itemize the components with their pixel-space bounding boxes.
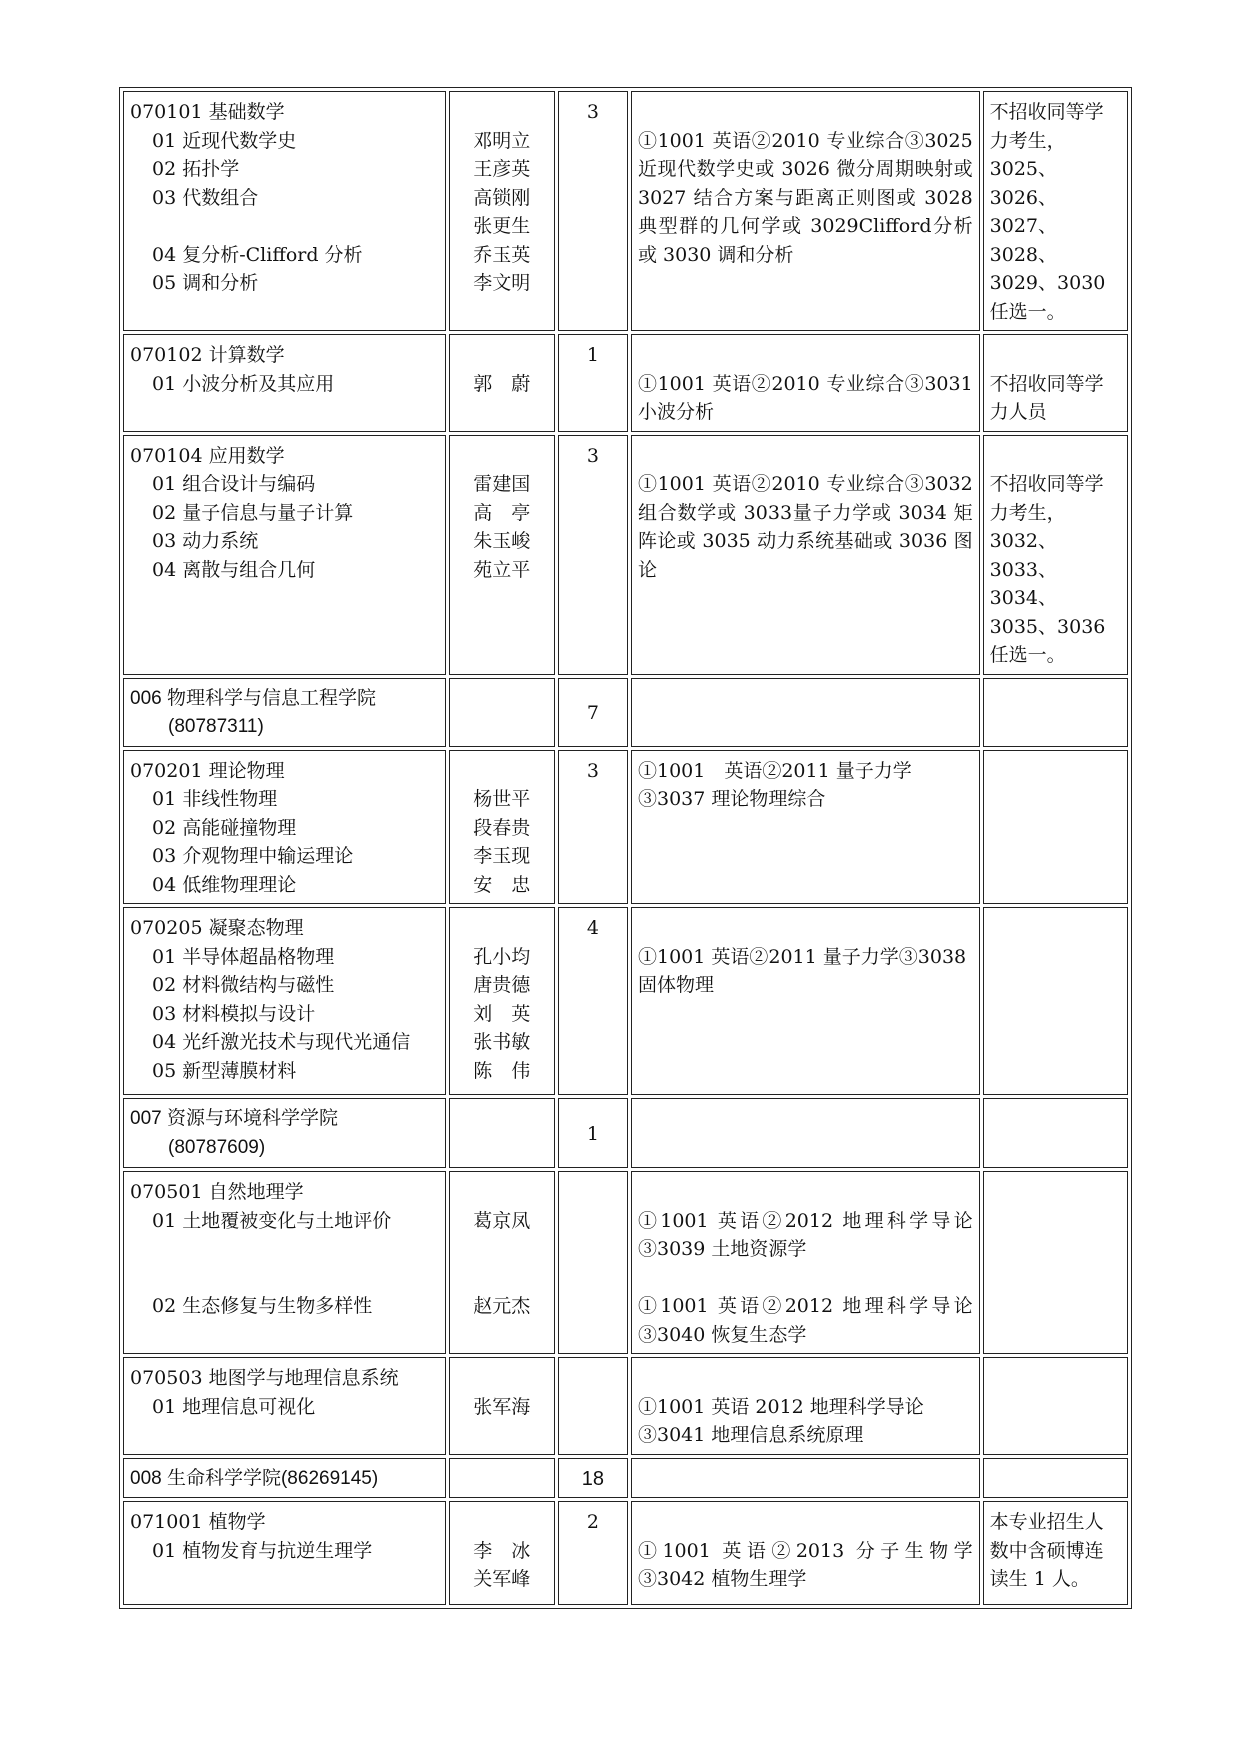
note-text: 本专业招生人数中含硕博连读生 1 人。 xyxy=(989,1511,1104,1590)
note-cell xyxy=(983,1458,1128,1499)
major-cell xyxy=(123,750,446,905)
exam-cell xyxy=(631,1458,980,1499)
quota-cell xyxy=(558,91,628,331)
supervisor-name: 杨世平 xyxy=(473,788,531,810)
direction-item: 02 生态修复与生物多样性 xyxy=(152,1295,373,1317)
quota-cell xyxy=(558,750,628,905)
quota-value: 4 xyxy=(586,917,599,939)
major-code: 070201 理论物理 xyxy=(130,759,285,782)
supervisor-cell xyxy=(449,435,555,675)
quota-value: 7 xyxy=(586,701,599,724)
direction-item: 05 新型薄膜材料 xyxy=(152,1059,297,1082)
table-row xyxy=(123,907,1128,1095)
quota-cell xyxy=(558,435,628,675)
note-cell xyxy=(983,1098,1128,1168)
department-name: 006 物理科学与信息工程学院 xyxy=(130,687,376,709)
direction-item: 03 介观物理中输运理论 xyxy=(152,845,354,867)
direction-item: 02 材料微结构与磁性 xyxy=(152,974,335,996)
table-row xyxy=(123,1171,1128,1354)
department-phone: (80787609) xyxy=(168,1136,266,1158)
department-phone: (80787311) xyxy=(168,716,264,737)
direction-item: 02 量子信息与量子计算 xyxy=(152,501,354,524)
exam-subjects: ①1001 英语②2013 分子生物学③3042 植物生理学 xyxy=(637,1539,973,1590)
direction-item: 04 复分析-Clifford 分析 xyxy=(152,243,363,266)
exam-cell xyxy=(631,907,986,1095)
note-text: 不招收同等学力考生，3032、3033、3034、3035、3036 任选一。 xyxy=(989,473,1106,666)
note-cell xyxy=(983,1501,1128,1605)
supervisor-name: 李文明 xyxy=(473,272,531,294)
direction-item: 01 半导体超晶格物理 xyxy=(152,945,335,968)
table-row xyxy=(123,750,1128,905)
note-cell xyxy=(983,334,1128,432)
supervisor-name: 苑立平 xyxy=(473,558,531,581)
supervisor-name: 邓明立 xyxy=(473,129,531,152)
supervisor-name: 安 忠 xyxy=(473,873,531,896)
supervisor-cell xyxy=(449,1458,555,1499)
direction-item: 02 高能碰撞物理 xyxy=(152,816,297,839)
direction-item: 01 非线性物理 xyxy=(152,788,278,810)
note-cell xyxy=(983,435,1128,675)
major-cell xyxy=(123,1501,446,1605)
supervisor-name: 张更生 xyxy=(473,215,531,237)
supervisor-cell xyxy=(449,1501,555,1605)
supervisor-name: 段春贵 xyxy=(473,816,531,839)
supervisor-name: 关军峰 xyxy=(473,1568,531,1590)
supervisor-name: 陈 伟 xyxy=(473,1059,531,1082)
direction-item: 03 动力系统 xyxy=(152,530,259,552)
department-cell xyxy=(123,1098,446,1168)
major-code: 070501 自然地理学 xyxy=(130,1181,304,1203)
table-row xyxy=(123,1501,1128,1605)
direction-item: 01 近现代数学史 xyxy=(152,129,297,152)
exam-cell xyxy=(631,678,980,747)
supervisor-cell xyxy=(449,1357,555,1455)
exam-cell xyxy=(631,1357,980,1455)
supervisor-cell xyxy=(449,678,555,747)
supervisor-name: 唐贵德 xyxy=(473,974,531,996)
note-text: 不招收同等学力人员 xyxy=(989,372,1104,423)
quota-value: 3 xyxy=(586,759,599,782)
exam-cell xyxy=(631,1098,980,1168)
quota-cell xyxy=(558,907,628,1095)
direction-item: 05 调和分析 xyxy=(152,272,259,294)
exam-subjects: ①1001 英语②2012 地理科学导论③3040 恢复生态学 xyxy=(637,1295,973,1346)
supervisor-name: 郭 蔚 xyxy=(473,372,531,395)
direction-item: 01 植物发育与抗逆生理学 xyxy=(152,1539,373,1562)
supervisor-cell xyxy=(449,1098,555,1168)
supervisor-name: 高 亭 xyxy=(473,501,531,524)
exam-subjects: ①1001 英语②2011 量子力学③3037 理论物理综合 xyxy=(637,759,912,810)
quota-value: 18 xyxy=(581,1467,605,1490)
major-cell xyxy=(123,1357,446,1455)
note-cell xyxy=(983,1357,1128,1455)
supervisor-name: 高锁刚 xyxy=(473,186,531,209)
department-row xyxy=(123,1098,1128,1168)
department-cell xyxy=(123,1458,446,1499)
direction-item: 01 土地覆被变化与土地评价 xyxy=(152,1209,392,1232)
exam-subjects: ①1001 英语②2011 量子力学③3038 固体物理 xyxy=(637,945,986,996)
catalog-table xyxy=(119,87,1132,1609)
supervisor-cell xyxy=(449,91,555,331)
supervisor-name: 雷建国 xyxy=(473,473,531,495)
supervisor-cell xyxy=(449,907,555,1095)
exam-subjects: ①1001 英语②2012 地理科学导论③3039 土地资源学 xyxy=(637,1209,973,1260)
supervisor-cell xyxy=(449,1171,555,1354)
quota-cell xyxy=(558,1171,628,1354)
department-row xyxy=(123,678,1128,747)
exam-cell xyxy=(631,1501,980,1605)
direction-item: 04 低维物理理论 xyxy=(152,873,297,896)
department-name: 008 生命科学学院(86269145) xyxy=(130,1467,379,1489)
supervisor-name: 朱玉峻 xyxy=(473,530,531,552)
exam-cell xyxy=(631,1171,980,1354)
supervisor-name: 葛京凤 xyxy=(473,1209,531,1232)
exam-cell xyxy=(631,334,980,432)
supervisor-name: 刘 英 xyxy=(473,1002,531,1025)
quota-cell xyxy=(558,1458,628,1499)
supervisor-name: 乔玉英 xyxy=(473,243,531,266)
note-cell xyxy=(983,907,1128,1095)
direction-item: 03 材料模拟与设计 xyxy=(152,1002,316,1025)
table-row xyxy=(123,1357,1128,1455)
note-cell xyxy=(983,750,1128,905)
quota-cell xyxy=(558,1098,628,1168)
quota-cell xyxy=(558,334,628,432)
exam-subjects: ①1001 英语②2010 专业综合③3025 近现代数学史或 3026 微分周期映射或 3027 结合方案与距离正则图或 3028 典型群的几何学或 3029Clifford分析或 3030 调和分析 xyxy=(637,129,973,266)
note-text: 不招收同等学力考生，3025、3026、3027、3028、3029、3030 任选一。 xyxy=(989,101,1106,323)
supervisor-name: 李玉现 xyxy=(473,845,531,867)
exam-subjects: ①1001 英语 2012 地理科学导论③3041 地理信息系统原理 xyxy=(637,1395,924,1446)
table-row xyxy=(123,91,1128,331)
supervisor-cell xyxy=(449,334,555,432)
exam-subjects: ①1001 英语②2010 专业综合③3031 小波分析 xyxy=(637,372,973,423)
exam-cell xyxy=(631,91,980,331)
major-cell xyxy=(123,91,446,331)
quota-value: 1 xyxy=(586,344,599,366)
major-code: 070101 基础数学 xyxy=(130,101,285,123)
major-cell xyxy=(123,334,446,432)
note-cell xyxy=(983,678,1128,747)
enrollment-catalog-page xyxy=(119,87,1132,1609)
direction-item: 01 组合设计与编码 xyxy=(152,473,316,495)
major-code: 071001 植物学 xyxy=(130,1511,266,1533)
note-cell xyxy=(983,1171,1128,1354)
major-code: 070503 地图学与地理信息系统 xyxy=(130,1367,399,1389)
supervisor-name: 李 冰 xyxy=(473,1539,531,1562)
major-code: 070104 应用数学 xyxy=(130,444,285,467)
quota-cell xyxy=(558,1357,628,1455)
exam-subjects: ①1001 英语②2010 专业综合③3032组合数学或 3033量子力学或 3034 矩阵论或 3035 动力系统基础或 3036 图论 xyxy=(637,473,973,581)
direction-item: 04 光纤激光技术与现代光通信 xyxy=(152,1031,411,1053)
table-row xyxy=(123,334,1128,432)
direction-item: 01 小波分析及其应用 xyxy=(152,372,335,395)
direction-item: 01 地理信息可视化 xyxy=(152,1395,316,1418)
quota-value: 2 xyxy=(586,1511,599,1533)
major-cell xyxy=(123,435,446,675)
department-name: 007 资源与环境科学学院 xyxy=(130,1108,338,1129)
note-cell xyxy=(983,91,1128,331)
quota-cell xyxy=(558,678,628,747)
supervisor-name: 王彦英 xyxy=(473,158,531,180)
supervisor-name: 张军海 xyxy=(473,1395,531,1418)
quota-cell xyxy=(558,1501,628,1605)
direction-item: 02 拓扑学 xyxy=(152,158,240,180)
exam-cell xyxy=(631,435,980,675)
major-cell xyxy=(123,907,446,1095)
table-row xyxy=(123,435,1128,675)
supervisor-name: 孔小均 xyxy=(473,945,531,968)
major-code: 070102 计算数学 xyxy=(130,344,285,366)
quota-value: 1 xyxy=(586,1122,599,1145)
supervisor-cell xyxy=(449,750,555,905)
supervisor-name: 张书敏 xyxy=(473,1031,531,1053)
supervisor-name: 赵元杰 xyxy=(473,1295,531,1317)
direction-item: 03 代数组合 xyxy=(152,186,259,209)
quota-value: 3 xyxy=(586,101,599,123)
quota-value: 3 xyxy=(586,444,599,467)
direction-item: 04 离散与组合几何 xyxy=(152,558,316,581)
major-cell xyxy=(123,1171,446,1354)
major-code: 070205 凝聚态物理 xyxy=(130,917,304,939)
department-cell xyxy=(123,678,446,747)
exam-cell xyxy=(631,750,980,905)
department-row xyxy=(123,1458,1128,1499)
